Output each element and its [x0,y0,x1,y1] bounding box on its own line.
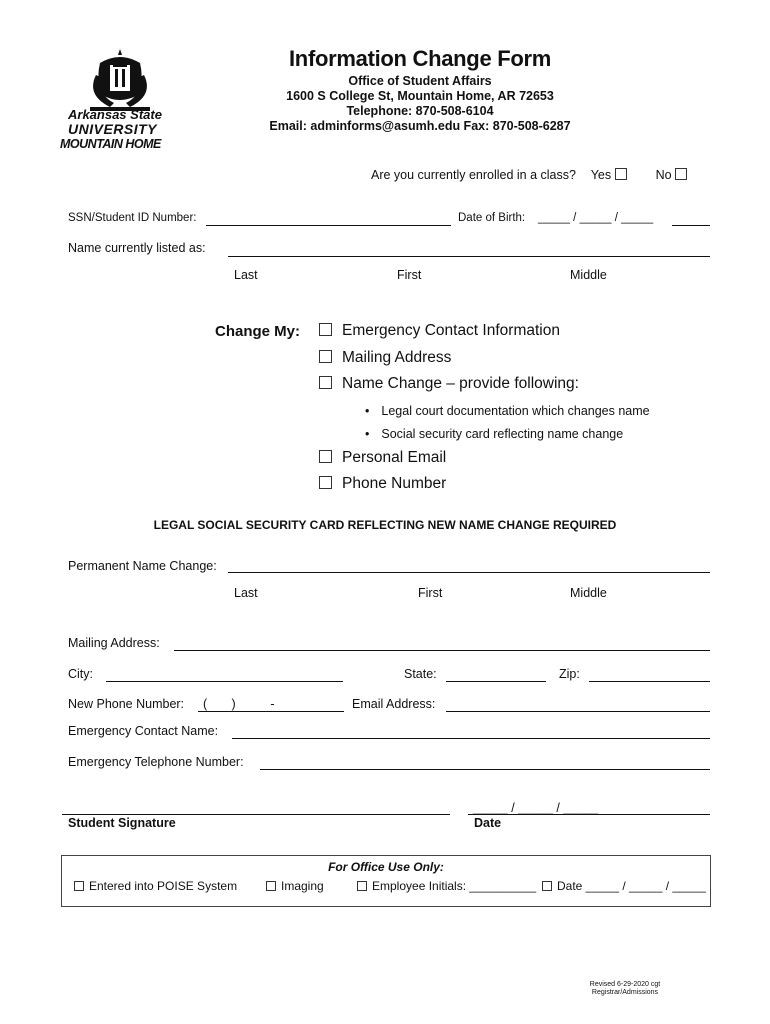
poise-label: Entered into POISE System [89,879,238,893]
current-name-first: First [397,268,422,282]
bullet-icon: • [365,427,370,441]
bullet-legal-doc [365,404,650,418]
office-use-box [61,855,711,907]
emergency-contact-checkbox[interactable] [319,323,332,336]
page-title: Information Change Form [289,46,551,71]
phone-field[interactable] [198,711,344,712]
option-personal-email[interactable] [319,449,446,467]
enrolled-question-label: Are you currently enrolled in a class? [371,168,576,182]
state-field[interactable] [446,681,546,682]
mailing-address-field[interactable] [174,650,710,651]
enrolled-question [371,168,687,182]
initials-label: Employee Initials: __________ [372,879,537,893]
ssn-field[interactable] [206,225,451,226]
option-phone-number[interactable] [319,475,446,493]
enrolled-no-label: No [655,168,672,182]
phone-number-checkbox[interactable] [319,476,332,489]
personal-email-checkbox[interactable] [319,450,332,463]
poise-checkbox[interactable] [74,881,84,891]
zip-field[interactable] [589,681,710,682]
bullet-text: Legal court documentation which changes name [381,404,650,418]
office-date-checkbox[interactable] [542,881,552,891]
office-date[interactable] [542,879,706,893]
office-date-label: Date _____ / _____ / _____ [557,879,706,893]
city-label: City: [68,667,93,681]
imaging-label: Imaging [281,879,324,893]
ssn-label: SSN/Student ID Number: [68,212,197,224]
bullet-icon: • [365,404,370,418]
state-label: State: [404,667,437,681]
office-use-title: For Office Use Only: [328,860,444,874]
university-seal-icon [60,45,180,115]
current-name-label: Name currently listed as: [68,241,206,255]
option-label: Mailing Address [342,349,452,366]
permanent-name-field[interactable] [228,572,710,573]
option-name-change[interactable] [319,375,579,393]
initials-checkbox[interactable] [357,881,367,891]
permanent-name-last: Last [234,586,258,600]
form-header [240,46,600,134]
dob-label: Date of Birth: [458,212,526,224]
signature-date-underline [468,814,710,815]
option-label: Phone Number [342,475,447,492]
emergency-name-label: Emergency Contact Name: [68,724,219,738]
current-name-last: Last [234,268,258,282]
signature-date-field[interactable]: _____ / _____ / _____ [473,801,599,815]
name-change-checkbox[interactable] [319,376,332,389]
mailing-address-checkbox[interactable] [319,350,332,363]
office-contact: Email: adminforms@asumh.edu Fax: 870-508-6287 [269,119,571,133]
change-my-label: Change My: [215,323,301,340]
logo-line-2: UNIVERSITY [68,121,158,137]
enrolled-yes-label: Yes [590,168,612,182]
ssc-required-notice: LEGAL SOCIAL SECURITY CARD REFLECTING NEW NAME CHANGE REQUIRED [153,518,617,532]
footer-revised: Revised 6-29-2020 cgt [589,981,661,988]
office-telephone: Telephone: 870-508-6104 [346,104,494,118]
zip-label: Zip: [559,667,580,681]
logo-line-3: MOUNTAIN HOME [60,137,161,151]
email-field[interactable] [446,711,710,712]
signature-field[interactable] [62,814,450,815]
enrolled-yes-checkbox[interactable] [615,168,627,180]
permanent-name-first: First [418,586,443,600]
signature-label: Student Signature [68,816,176,830]
emergency-phone-label: Emergency Telephone Number: [68,755,244,769]
bullet-ssc [365,427,623,441]
logo-line-1: Arkansas State [68,107,162,122]
option-mailing-address[interactable] [319,349,451,367]
emergency-phone-field[interactable] [260,769,710,770]
option-emergency-contact[interactable] [319,322,560,340]
dob-field[interactable]: _____ / _____ / _____ [538,212,654,224]
option-label: Personal Email [342,449,447,466]
office-imaging[interactable] [266,879,324,893]
imaging-checkbox[interactable] [266,881,276,891]
option-label: Emergency Contact Information [342,322,560,339]
email-label: Email Address: [352,697,436,711]
permanent-name-middle: Middle [570,586,607,600]
bullet-text: Social security card reflecting name change [381,427,624,441]
footer-dept: Registrar/Admissions [591,989,659,996]
dob-underline [672,225,710,226]
permanent-name-label: Permanent Name Change: [68,559,217,573]
city-field[interactable] [106,681,343,682]
office-name: Office of Student Affairs [348,74,492,88]
enrolled-no-checkbox[interactable] [675,168,687,180]
mailing-address-label: Mailing Address: [68,636,160,650]
office-initials[interactable] [357,879,536,893]
phone-format: ( ) - [203,697,275,711]
asu-mountain-home-logo [60,45,180,155]
emergency-name-field[interactable] [232,738,710,739]
office-poise[interactable] [74,879,237,893]
office-address: 1600 S College St, Mountain Home, AR 72653 [286,89,554,103]
current-name-middle: Middle [570,268,607,282]
date-label: Date [474,816,502,830]
current-name-field[interactable] [228,256,710,257]
option-label: Name Change – provide following: [342,375,579,392]
phone-label: New Phone Number: [68,697,185,711]
